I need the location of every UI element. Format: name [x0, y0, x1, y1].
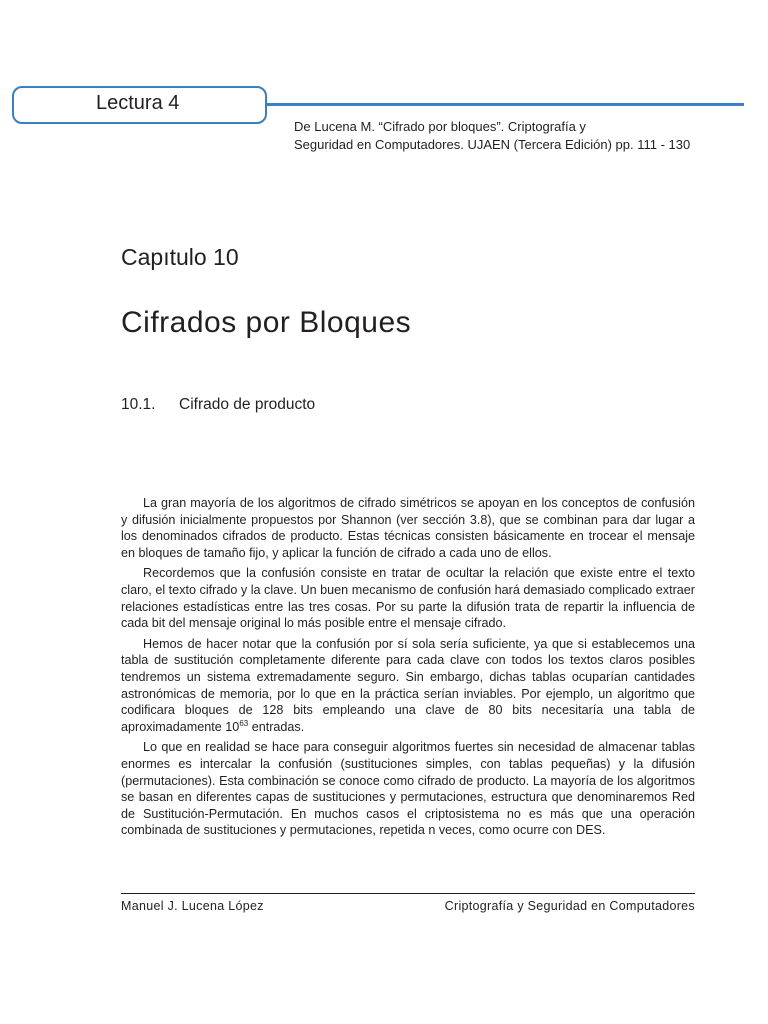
footer-rule [121, 893, 695, 894]
body-text [121, 495, 695, 843]
section-heading [121, 396, 315, 414]
footer-book-title: Criptografía y Seguridad en Computadores [444, 899, 695, 913]
header-rule [267, 103, 744, 106]
lecture-label-box [12, 86, 267, 124]
citation [294, 118, 690, 154]
exponent: 63 [239, 718, 249, 728]
paragraph-3-text: Hemos de hacer notar que la confusión por sí sola sería suficiente, ya que si establecemos una tabla de sustitución completamente diferente para cada clave con todos los textos claros posibles tendremos un sistema extremadamente seguro. Sin embargo, dichas tablas ocuparían cantidades astronómicas de memoria, por lo que en la práctica serían inviables. Por ejemplo, un algoritmo que codificara bloques de 128 bits empleando una clave de 80 bits necesitaría una tabla de aproximadamente 10 [121, 636, 695, 734]
footer-author: Manuel J. Lucena López [121, 899, 264, 913]
citation-line-1: De Lucena M. “Cifrado por bloques”. Criptografía y [294, 119, 586, 134]
citation-line-2: Seguridad en Computadores. UJAEN (Tercera Edición) pp. 111 - 130 [294, 137, 691, 152]
lecture-label: Lectura 4 [96, 92, 180, 114]
paragraph-3-end: entradas. [248, 719, 305, 734]
chapter-label: Capıtulo 10 [121, 244, 239, 270]
paragraph-2: Recordemos que la confusión consiste en tratar de ocultar la relación que existe entre el texto claro, el texto cifrado y la clave. Un buen mecanismo de confusión hará demasiado complicado extraer relaciones estadísticas entre las tres cosas. Por su parte la difusión trata de repartir la influencia de cada bit del mensaje original lo más posible entre el mensaje cifrado. [121, 566, 695, 631]
paragraph-3 [121, 636, 695, 736]
paragraph-1: La gran mayoría de los algoritmos de cifrado simétricos se apoyan en los conceptos de confusión y difusión inicialmente propuestos por Shannon (ver sección 3.8), que se combinan para dar lugar a los denominados cifrados de producto. Estas técnicas consisten básicamente en trocear el mensaje en bloques de tamaño fijo, y aplicar la función de cifrado a cada uno de ellos. [121, 496, 695, 560]
section-number: 10.1. [121, 396, 156, 413]
chapter-title: Cifrados por Bloques [121, 306, 412, 339]
section-title: Cifrado de producto [179, 396, 316, 413]
paragraph-4: Lo que en realidad se hace para conseguir algoritmos fuertes sin necesidad de almacenar tablas enormes es intercalar la confusión (sustituciones simples, con tablas pequeñas) y la difusión (permutaciones). Esta combinación se conoce como cifrado de producto. La mayoría de los algoritmos se basan en diferentes capas de sustituciones y permutaciones, estructura que denominaremos Red de Sustitución-Permutación. En muchos casos el criptosistema no es más que una operación combinada de sustituciones y permutaciones, repetida n veces, como ocurre con DES. [121, 740, 695, 838]
